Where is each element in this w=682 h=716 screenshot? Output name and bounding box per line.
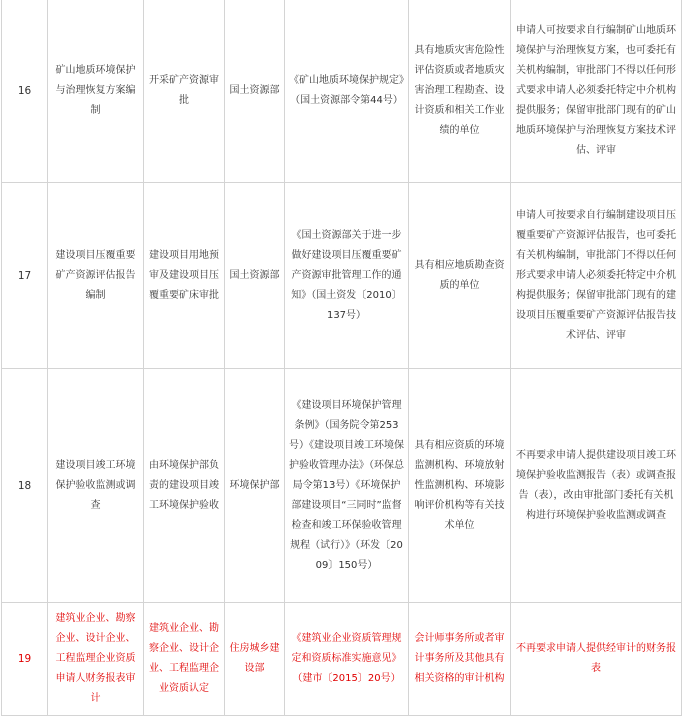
handling-note-text: 不再要求申请人提供经审计的财务报表 <box>516 643 676 674</box>
department-text: 环境保护部 <box>229 479 280 491</box>
service-provider-cell <box>409 603 511 716</box>
legal-basis-text: 《建筑业企业资质管理规定和资质标准实施意见》（建市〔2015〕20号） <box>291 633 402 684</box>
legal-basis-cell <box>285 183 409 369</box>
service-provider-text: 具有相应地质勘查资质的单位 <box>414 259 505 291</box>
department-cell <box>225 603 285 716</box>
service-provider-text: 具有地质灾害危险性评估资质或者地质灾害治理工程勘查、设计资质和相关工作业绩的单位 <box>414 45 505 136</box>
row-number: 18 <box>2 369 48 603</box>
table-row <box>2 0 682 183</box>
service-item-text: 建设项目压覆重要矿产资源评估报告编制 <box>55 249 136 301</box>
row-number: 17 <box>2 183 48 369</box>
department-cell <box>225 183 285 369</box>
approval-matter-cell <box>144 0 225 183</box>
department-cell <box>225 0 285 183</box>
table-row <box>2 369 682 603</box>
service-provider-text: 具有相应资质的环境监测机构、环境放射性监测机构、环境影响评价机构等有关技术单位 <box>414 439 505 531</box>
approval-matter-text: 建筑业企业、勘察企业、设计企业、工程监理企业资质认定 <box>149 623 219 694</box>
handling-note-cell <box>511 603 682 716</box>
legal-basis-cell <box>285 603 409 716</box>
row-number: 19 <box>2 603 48 716</box>
handling-note-cell <box>511 369 682 603</box>
legal-basis-text: 《建设项目环境保护管理条例》（国务院令第253号）《建设项目竣工环境保护验收管理办法》（环保总局令第13号）《环境保护部建设项目“三同时”监督检查和竣工环保验收管理规程（试行）》（环发〔2009〕150号） <box>289 399 404 571</box>
service-item-cell <box>48 369 144 603</box>
service-item-cell <box>48 0 144 183</box>
handling-note-text: 申请人可按要求自行编制矿山地质环境保护与治理恢复方案，也可委托有关机构编制，审批部门不得以任何形式要求申请人必须委托特定中介机构提供服务；保留审批部门现有的矿山地质环境保护与治理恢复方案技术评估、评审 <box>516 25 676 156</box>
service-provider-cell <box>409 183 511 369</box>
table-row <box>2 183 682 369</box>
service-provider-cell <box>409 369 511 603</box>
legal-basis-text: 《国土资源部关于进一步做好建设项目压覆重要矿产资源审批管理工作的通知》（国土资发〔2010〕137号） <box>291 229 402 321</box>
department-text: 住房城乡建设部 <box>229 643 280 674</box>
service-item-cell <box>48 603 144 716</box>
service-item-text: 建设项目竣工环境保护验收监测或调查 <box>55 459 136 511</box>
handling-note-cell <box>511 0 682 183</box>
service-item-text: 建筑业企业、勘察企业、设计企业、工程监理企业资质申请人财务报表审计 <box>55 613 136 704</box>
department-cell <box>225 369 285 603</box>
approval-matter-cell <box>144 369 225 603</box>
approval-matter-text: 建设项目用地预审及建设项目压覆重要矿床审批 <box>149 249 219 301</box>
service-item-cell <box>48 183 144 369</box>
legal-basis-text: 《矿山地质环境保护规定》（国土资源部令第44号） <box>289 75 404 106</box>
legal-basis-cell <box>285 0 409 183</box>
legal-basis-cell <box>285 369 409 603</box>
handling-note-text: 申请人可按要求自行编制建设项目压覆重要矿产资源评估报告，也可委托有关机构编制，审批部门不得以任何形式要求申请人必须委托特定中介机构提供服务；保留审批部门现有的建设项目压覆重要矿产资源评估报告技术评估、评审 <box>516 209 676 341</box>
handling-note-text: 不再要求申请人提供建设项目竣工环境保护验收监测报告（表）或调查报告（表），改由审批部门委托有关机构进行环境保护验收监测或调查 <box>516 449 676 521</box>
approval-matter-cell <box>144 603 225 716</box>
service-provider-cell <box>409 0 511 183</box>
department-text: 国土资源部 <box>229 85 280 96</box>
intermediary-services-table <box>1 0 682 716</box>
row-number: 16 <box>2 0 48 183</box>
approval-matter-cell <box>144 183 225 369</box>
service-item-text: 矿山地质环境保护与治理恢复方案编制 <box>55 65 136 116</box>
handling-note-cell <box>511 183 682 369</box>
approval-matter-text: 开采矿产资源审批 <box>149 75 219 106</box>
approval-matter-text: 由环境保护部负责的建设项目竣工环境保护验收 <box>149 459 219 511</box>
table-row <box>2 603 682 716</box>
department-text: 国土资源部 <box>229 269 280 281</box>
service-provider-text: 会计师事务所或者审计事务所及其他具有相关资格的审计机构 <box>414 633 505 684</box>
